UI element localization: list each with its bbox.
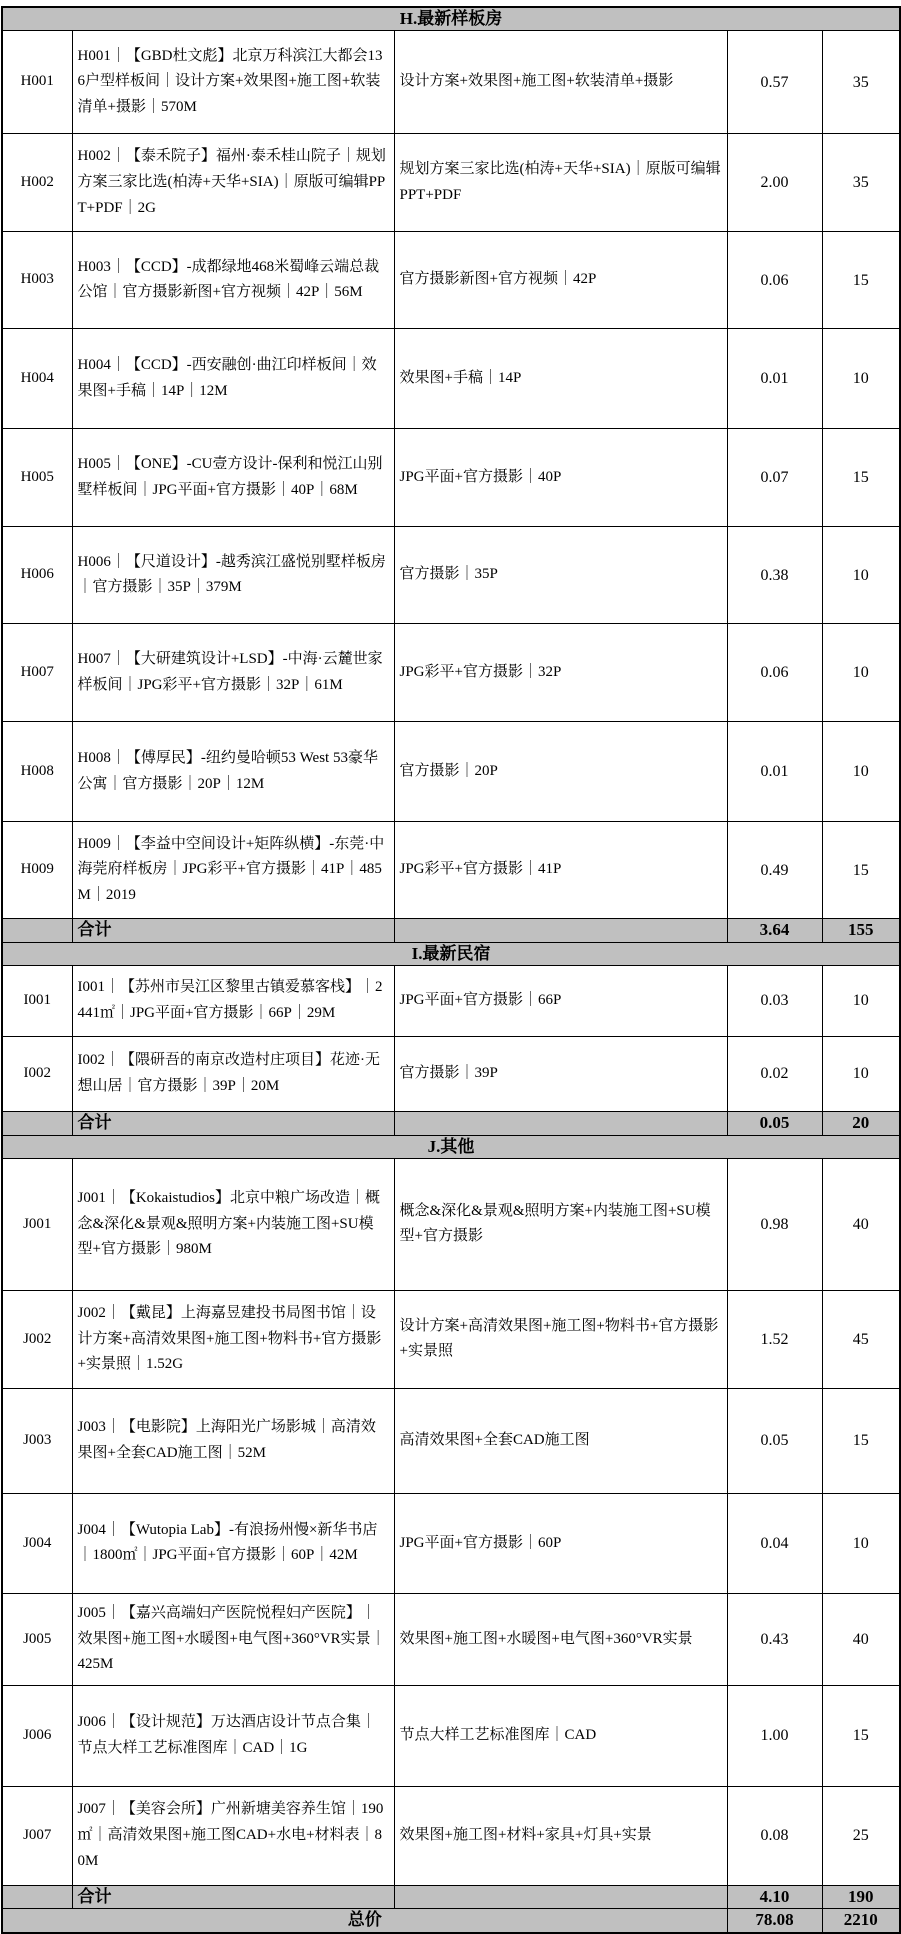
- subtotal-row: [2, 1112, 900, 1135]
- item-contents-cell: 官方摄影｜20P: [394, 722, 727, 822]
- item-id-cell: J001: [2, 1158, 72, 1290]
- table-row: [2, 624, 900, 722]
- table-row: [2, 134, 900, 232]
- item-contents-cell: JPG彩平+官方摄影｜41P: [394, 822, 727, 919]
- item-contents-cell: 官方摄影｜39P: [394, 1037, 727, 1112]
- item-count-cell: 40: [822, 1593, 900, 1685]
- table-row: [2, 329, 900, 429]
- item-id-cell: H002: [2, 134, 72, 232]
- item-id-cell: H005: [2, 429, 72, 527]
- item-desc-cell: I002｜【隈研吾的南京改造村庄项目】花迹·无想山居｜官方摄影｜39P｜20M: [72, 1037, 394, 1112]
- subtotal-label-cell: 合计: [72, 1885, 394, 1908]
- item-count-cell: 10: [822, 527, 900, 624]
- item-desc-cell: H009｜【李益中空间设计+矩阵纵横】-东莞·中海莞府样板房｜JPG彩平+官方摄影｜41P｜485M｜2019: [72, 822, 394, 919]
- item-id-cell: H003: [2, 232, 72, 329]
- table-row: [2, 1786, 900, 1885]
- section-header-row: [2, 942, 900, 965]
- item-count-cell: 15: [822, 822, 900, 919]
- item-id-cell: I002: [2, 1037, 72, 1112]
- item-price-cell: 0.01: [727, 722, 822, 822]
- subtotal-price-cell: 3.64: [727, 919, 822, 942]
- table-row: [2, 429, 900, 527]
- item-contents-cell: 高清效果图+全套CAD施工图: [394, 1388, 727, 1493]
- item-price-cell: 0.06: [727, 624, 822, 722]
- item-contents-cell: 官方摄影｜35P: [394, 527, 727, 624]
- table-row: [2, 1685, 900, 1786]
- item-desc-cell: J002｜【戴昆】上海嘉昱建投书局图书馆｜设计方案+高清效果图+施工图+物料书+官方摄影+实景照｜1.52G: [72, 1290, 394, 1388]
- item-contents-cell: 设计方案+高清效果图+施工图+物料书+官方摄影+实景照: [394, 1290, 727, 1388]
- item-count-cell: 15: [822, 429, 900, 527]
- item-desc-cell: J003｜【电影院】上海阳光广场影城｜高清效果图+全套CAD施工图｜52M: [72, 1388, 394, 1493]
- item-desc-cell: J005｜【嘉兴高端妇产医院悦程妇产医院】｜效果图+施工图+水暖图+电气图+360°VR实景｜425M: [72, 1593, 394, 1685]
- table-row: [2, 31, 900, 134]
- item-contents-cell: 效果图+施工图+材料+家具+灯具+实景: [394, 1786, 727, 1885]
- subtotal-price-cell: 4.10: [727, 1885, 822, 1908]
- item-count-cell: 15: [822, 1685, 900, 1786]
- item-count-cell: 10: [822, 329, 900, 429]
- item-count-cell: 10: [822, 624, 900, 722]
- item-desc-cell: H002｜【泰禾院子】福州·泰禾桂山院子｜规划方案三家比选(柏涛+天华+SIA)｜原版可编辑PPT+PDF｜2G: [72, 134, 394, 232]
- item-price-cell: 0.08: [727, 1786, 822, 1885]
- table-row: [2, 1290, 900, 1388]
- item-id-cell: J003: [2, 1388, 72, 1493]
- item-contents-cell: 设计方案+效果图+施工图+软装清单+摄影: [394, 31, 727, 134]
- item-id-cell: H008: [2, 722, 72, 822]
- item-price-cell: 0.01: [727, 329, 822, 429]
- subtotal-count-cell: 190: [822, 1885, 900, 1908]
- table-row: [2, 722, 900, 822]
- section-header-row: [2, 1135, 900, 1158]
- item-desc-cell: H003｜【CCD】-成都绿地468米蜀峰云端总裁公馆｜官方摄影新图+官方视频｜42P｜56M: [72, 232, 394, 329]
- item-price-cell: 0.04: [727, 1493, 822, 1593]
- subtotal-row: [2, 1885, 900, 1908]
- item-desc-cell: H007｜【大研建筑设计+LSD】-中海·云麓世家样板间｜JPG彩平+官方摄影｜32P｜61M: [72, 624, 394, 722]
- section-title: H.最新样板房: [2, 7, 900, 31]
- item-contents-cell: 规划方案三家比选(柏涛+天华+SIA)｜原版可编辑PPT+PDF: [394, 134, 727, 232]
- item-price-cell: 0.07: [727, 429, 822, 527]
- item-contents-cell: 官方摄影新图+官方视频｜42P: [394, 232, 727, 329]
- item-price-cell: 0.02: [727, 1037, 822, 1112]
- subtotal-empty-id-cell: [2, 1885, 72, 1908]
- item-price-cell: 2.00: [727, 134, 822, 232]
- grand-total-label-cell: 总价: [2, 1909, 727, 1933]
- item-desc-cell: J004｜【Wutopia Lab】-有浪扬州慢×新华书店｜1800㎡｜JPG平面+官方摄影｜60P｜42M: [72, 1493, 394, 1593]
- item-id-cell: H001: [2, 31, 72, 134]
- grand-total-price-cell: 78.08: [727, 1909, 822, 1933]
- item-desc-cell: H004｜【CCD】-西安融创·曲江印样板间｜效果图+手稿｜14P｜12M: [72, 329, 394, 429]
- item-contents-cell: JPG平面+官方摄影｜40P: [394, 429, 727, 527]
- item-contents-cell: JPG平面+官方摄影｜60P: [394, 1493, 727, 1593]
- item-count-cell: 10: [822, 722, 900, 822]
- item-contents-cell: 节点大样工艺标准图库｜CAD: [394, 1685, 727, 1786]
- item-contents-cell: 效果图+手稿｜14P: [394, 329, 727, 429]
- item-contents-cell: JPG平面+官方摄影｜66P: [394, 966, 727, 1037]
- subtotal-empty-id-cell: [2, 1112, 72, 1135]
- item-desc-cell: H006｜【尺道设计】-越秀滨江盛悦别墅样板房｜官方摄影｜35P｜379M: [72, 527, 394, 624]
- item-id-cell: H006: [2, 527, 72, 624]
- item-count-cell: 35: [822, 134, 900, 232]
- item-count-cell: 40: [822, 1158, 900, 1290]
- table-row: [2, 232, 900, 329]
- item-id-cell: H007: [2, 624, 72, 722]
- item-price-cell: 0.49: [727, 822, 822, 919]
- item-id-cell: H009: [2, 822, 72, 919]
- table-row: [2, 1037, 900, 1112]
- item-count-cell: 45: [822, 1290, 900, 1388]
- subtotal-count-cell: 155: [822, 919, 900, 942]
- item-price-cell: 1.52: [727, 1290, 822, 1388]
- item-price-cell: 0.05: [727, 1388, 822, 1493]
- item-price-cell: 0.43: [727, 1593, 822, 1685]
- item-price-cell: 1.00: [727, 1685, 822, 1786]
- table-row: [2, 527, 900, 624]
- item-id-cell: J005: [2, 1593, 72, 1685]
- item-count-cell: 10: [822, 1037, 900, 1112]
- section-title: I.最新民宿: [2, 942, 900, 965]
- item-count-cell: 10: [822, 966, 900, 1037]
- item-desc-cell: J001｜【Kokaistudios】北京中粮广场改造｜概念&深化&景观&照明方案+内装施工图+SU模型+官方摄影｜980M: [72, 1158, 394, 1290]
- price-table-body: [2, 7, 900, 1933]
- table-row: [2, 966, 900, 1037]
- grand-total-count-cell: 2210: [822, 1909, 900, 1933]
- price-table: [1, 6, 901, 1934]
- item-id-cell: J007: [2, 1786, 72, 1885]
- item-price-cell: 0.38: [727, 527, 822, 624]
- subtotal-empty-cell: [394, 919, 727, 942]
- item-desc-cell: J007｜【美容会所】广州新塘美容养生馆｜190㎡｜高清效果图+施工图CAD+水电+材料表｜80M: [72, 1786, 394, 1885]
- subtotal-empty-id-cell: [2, 919, 72, 942]
- item-id-cell: H004: [2, 329, 72, 429]
- item-desc-cell: H005｜【ONE】-CU壹方设计-保利和悦江山别墅样板间｜JPG平面+官方摄影｜40P｜68M: [72, 429, 394, 527]
- item-count-cell: 15: [822, 1388, 900, 1493]
- subtotal-label-cell: 合计: [72, 1112, 394, 1135]
- item-desc-cell: H008｜【傅厚民】-纽约曼哈顿53 West 53豪华公寓｜官方摄影｜20P｜12M: [72, 722, 394, 822]
- table-row: [2, 1388, 900, 1493]
- item-count-cell: 15: [822, 232, 900, 329]
- item-id-cell: J004: [2, 1493, 72, 1593]
- table-row: [2, 822, 900, 919]
- item-desc-cell: H001｜【GBD杜文彪】北京万科滨江大都会136户型样板间｜设计方案+效果图+施工图+软装清单+摄影｜570M: [72, 31, 394, 134]
- subtotal-empty-cell: [394, 1112, 727, 1135]
- subtotal-label-cell: 合计: [72, 919, 394, 942]
- section-title: J.其他: [2, 1135, 900, 1158]
- subtotal-row: [2, 919, 900, 942]
- table-row: [2, 1493, 900, 1593]
- item-contents-cell: 效果图+施工图+水暖图+电气图+360°VR实景: [394, 1593, 727, 1685]
- item-price-cell: 0.57: [727, 31, 822, 134]
- item-id-cell: I001: [2, 966, 72, 1037]
- subtotal-empty-cell: [394, 1885, 727, 1908]
- table-row: [2, 1593, 900, 1685]
- item-id-cell: J002: [2, 1290, 72, 1388]
- item-count-cell: 10: [822, 1493, 900, 1593]
- item-id-cell: J006: [2, 1685, 72, 1786]
- item-price-cell: 0.06: [727, 232, 822, 329]
- item-price-cell: 0.98: [727, 1158, 822, 1290]
- item-desc-cell: I001｜【苏州市吴江区黎里古镇爱慕客栈】｜2441㎡｜JPG平面+官方摄影｜66P｜29M: [72, 966, 394, 1037]
- grand-total-row: [2, 1909, 900, 1933]
- item-count-cell: 35: [822, 31, 900, 134]
- item-contents-cell: JPG彩平+官方摄影｜32P: [394, 624, 727, 722]
- subtotal-price-cell: 0.05: [727, 1112, 822, 1135]
- table-row: [2, 1158, 900, 1290]
- item-contents-cell: 概念&深化&景观&照明方案+内装施工图+SU模型+官方摄影: [394, 1158, 727, 1290]
- item-price-cell: 0.03: [727, 966, 822, 1037]
- item-count-cell: 25: [822, 1786, 900, 1885]
- section-header-row: [2, 7, 900, 31]
- subtotal-count-cell: 20: [822, 1112, 900, 1135]
- item-desc-cell: J006｜【设计规范】万达酒店设计节点合集｜节点大样工艺标准图库｜CAD｜1G: [72, 1685, 394, 1786]
